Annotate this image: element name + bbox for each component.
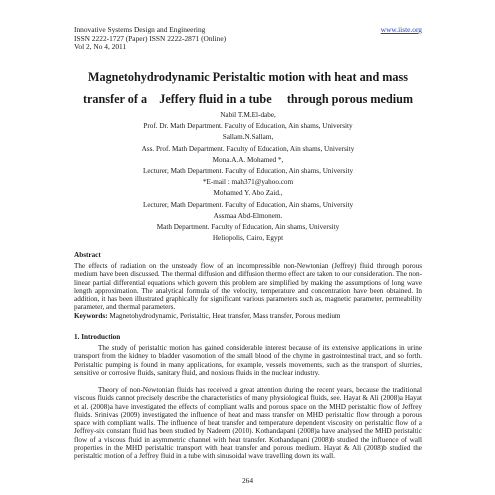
- author-line: Lecturer, Math Department. Faculty of Education, Ain shams, University: [142, 167, 354, 176]
- title-line-2: transfer of a Jeffery fluid in a tube through porous medium: [82, 92, 414, 106]
- journal-volume: Vol 2, No 4, 2011: [74, 42, 127, 52]
- keywords-line: [74, 312, 422, 320]
- author-line: Math Department. Faculty of Education, Ain shams, University: [156, 223, 340, 232]
- author-line: Prof. Dr. Math Department. Faculty of Education, Ain shams, University: [143, 122, 353, 131]
- title-line-1: Magnetohydrodynamic Peristaltic motion with heat and mass: [87, 70, 409, 84]
- abstract-text: The effects of radiation on the unsteady flow of an incompressible non-Newtonian (Jeffrey) fluid through porous medium have been discussed. The thermal diffusion and diffusion thermo effect are taken to our consideration. The non-linear partial differential equations which govern this problem are simplified by making the assumptions of long wave length approximation. The analytical formula of the velocity, temperature and concentration have been obtained. In addition, it has been illustrated graphically for significant various parameters such as, magnetic parameter, permeability parameter, and thermal parameters.: [74, 262, 422, 312]
- author-line: Sallam.N.Sallam,: [222, 133, 274, 142]
- author-line: Mohamed Y. Abo Zaid.,: [213, 189, 283, 198]
- author-line: Assmaa Abd-Elmonem.: [213, 211, 283, 220]
- intro-paragraph-2: Theory of non-Newtonian fluids has received a great attention during the recent years, because the traditional viscous fluids cannot precisely describe the characteristics of many physiological fluids, see. Hayat & Ali (2008)a Hayat et al. (2008)a have investigated the effects of compliant walls and porous space on the MHD peristaltic flow of Jeffrey fluids. Srinivas (2009) investigated the influence of heat and mass transfer on MHD peristaltic flow through a porous space with compliant walls. The influence of heat transfer and temperature dependent viscosity on peristaltic flow of a Jeffrey-six constant fluid has been studied by Nadeem (2010). Kothandapani (2008)a have analysed the MHD peristaltic flow of a viscous fluid in asymmetric channel with heat transfer. Kothandapani (2008)b studied the influence of wall properties in the MHD peristaltic transport with heat transfer and porous medium. Hayat & Ali (2008)b studied the peristaltic motion of a Jeffrey fluid in a tube with sinusoidal wave travelling down its wall.: [74, 386, 422, 461]
- journal-issn: ISSN 2222-1727 (Paper) ISSN 2222-2871 (Online): [74, 33, 227, 43]
- author-line: Nabil T.M.El-dabe,: [220, 111, 276, 119]
- keywords-text: Magnetohydrodynamic, Peristaltic, Heat transfer, Mass transfer, Porous medium: [107, 312, 341, 320]
- page-number: 264: [241, 476, 254, 485]
- author-line: Mona.A.A. Mohamed *,: [212, 155, 284, 164]
- author-block: [74, 110, 422, 244]
- intro-paragraph-1: The study of peristaltic motion has gained considerable interest because of its extensive applications in urine transport from the kidney to bladder vasomotion of the small blood of the chyme in gastrointestinal tract, and so forth. Peristaltic pumping is found in many applications, for example, vessels movements, such as the transport of slurries, sensitive or corrosive fluids, sanitary fluid, and noxious fluids in the nuclear industry.: [74, 344, 422, 377]
- journal-header: [74, 26, 422, 52]
- journal-url-link[interactable]: www.iiste.org: [380, 25, 422, 34]
- author-line: Lecturer, Math Department. Faculty of Education, Ain shams, University: [142, 200, 354, 209]
- paper-title: [60, 66, 436, 110]
- abstract-heading: Abstract: [74, 251, 101, 259]
- author-line: Ass. Prof. Math Department. Faculty of Education, Ain shams, University: [141, 144, 355, 153]
- journal-name: Innovative Systems Design and Engineering: [74, 25, 206, 34]
- author-email: *E-mail : mah371@yahoo.com: [202, 178, 294, 187]
- introduction-heading: 1. Introduction: [74, 333, 121, 341]
- author-line: Heliopolis, Cairo, Egypt: [212, 234, 284, 243]
- keywords-label: Keywords:: [74, 312, 108, 320]
